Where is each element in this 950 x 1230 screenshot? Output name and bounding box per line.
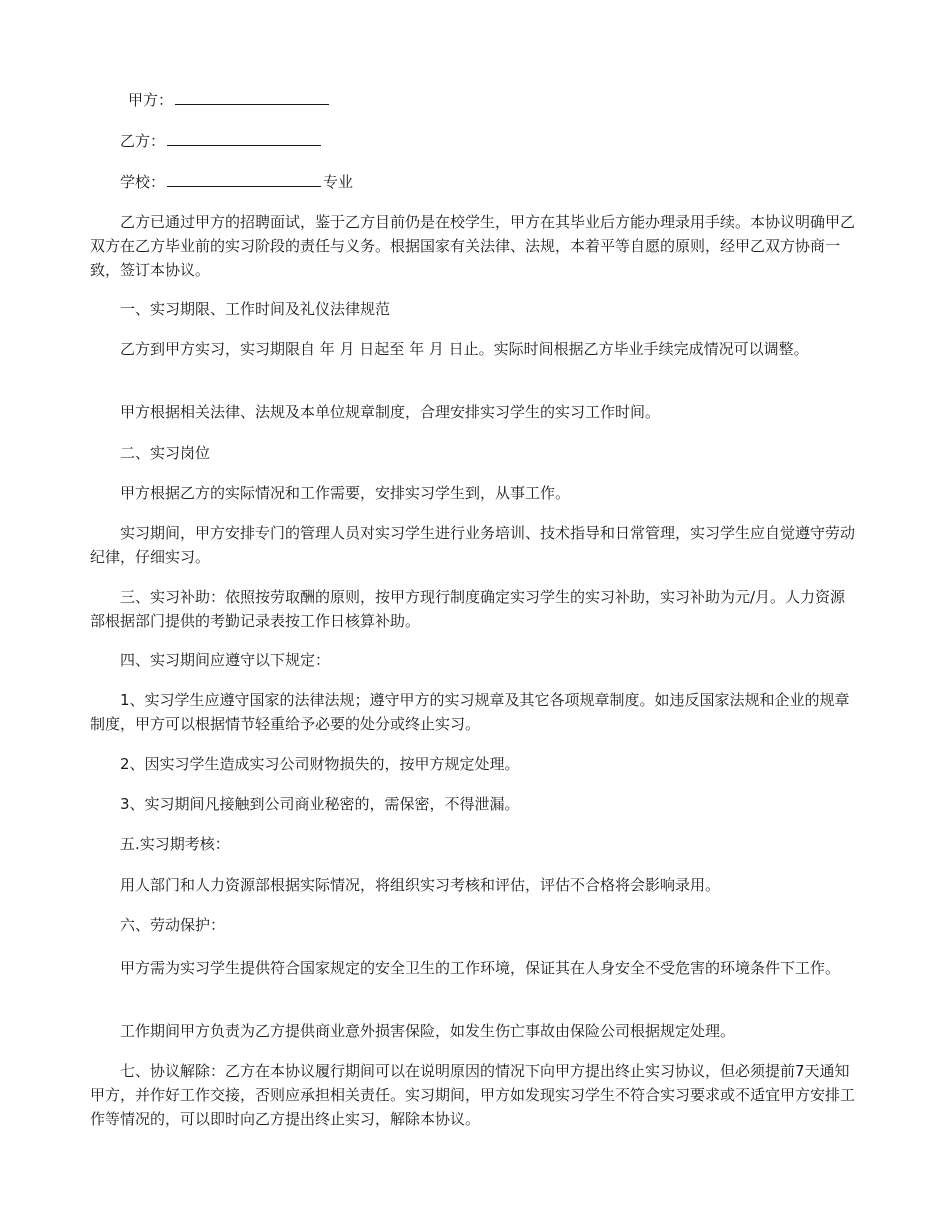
internship-period-paragraph: 乙方到甲方实习，实习期限自 年 月 日起至 年 月 日止。实际时间根据乙方毕业手续完成情况可以调整。 xyxy=(120,340,809,358)
section-5-heading: 五.实习期考核： xyxy=(120,835,230,853)
school-blank-line xyxy=(167,170,321,187)
section-6-heading: 六、劳动保护： xyxy=(120,916,226,934)
position-paragraph: 甲方根据乙方的实际情况和工作需要，安排实习学生到，从事工作。 xyxy=(120,484,571,502)
party-b-blank-line xyxy=(167,129,321,146)
party-a-field xyxy=(128,88,331,112)
major-suffix: 专业 xyxy=(323,173,354,191)
school-field xyxy=(120,170,353,194)
work-time-paragraph: 甲方根据相关法律、法规及本单位规章制度，合理安排实习学生的实习工作时间。 xyxy=(120,403,661,421)
intro-paragraph: 乙方已通过甲方的招聘面试，鉴于乙方目前仍是在校学生，甲方在其毕业后方能办理录用手续。本协议明确甲乙双方在乙方毕业前的实习阶段的责任与义务。根据国家有关法律、法规，本着平等自愿的原则，经甲乙双方协商一致，签订本协议。 xyxy=(90,213,856,279)
rule-1-paragraph: 1、实习学生应遵守国家的法律法规；遵守甲方的实习规章及其它各项规章制度。如违反国家法规和企业的规章制度，甲方可以根据情节轻重给予必要的处分或终止实习。 xyxy=(90,691,850,733)
management-paragraph: 实习期间，甲方安排专门的管理人员对实习学生进行业务培训、技术指导和日常管理，实习学生应自觉遵守劳动纪律，仔细实习。 xyxy=(90,524,856,566)
section-4-heading: 四、实习期间应遵守以下规定： xyxy=(120,651,331,669)
school-label: 学校： xyxy=(120,173,166,191)
insurance-paragraph: 工作期间甲方负责为乙方提供商业意外损害保险，如发生伤亡事故由保险公司根据规定处理。 xyxy=(120,1022,736,1040)
rule-3-paragraph: 3、实习期间凡接触到公司商业秘密的，需保密，不得泄漏。 xyxy=(120,795,520,813)
party-b-label: 乙方： xyxy=(120,132,166,150)
section-7-termination-paragraph: 七、协议解除：乙方在本协议履行期间可以在说明原因的情况下向甲方提出终止实习协议，但必须提前7天通知甲方，并作好工作交接，否则应承担相关责任。实习期间，甲方如发现实习学生不符合实习要求或不适宜甲方安排工作等情况的，可以即时向乙方提出终止实习，解除本协议。 xyxy=(90,1062,856,1128)
party-a-blank-line xyxy=(175,88,329,105)
assessment-paragraph: 用人部门和人力资源部根据实际情况，将组织实习考核和评估，评估不合格将会影响录用。 xyxy=(120,876,721,894)
section-1-heading: 一、实习期限、工作时间及礼仪法律规范 xyxy=(120,300,391,318)
rule-2-paragraph: 2、因实习学生造成实习公司财物损失的，按甲方规定处理。 xyxy=(120,755,520,773)
party-b-field xyxy=(120,129,323,153)
section-2-heading: 二、实习岗位 xyxy=(120,444,211,462)
party-a-label: 甲方： xyxy=(128,91,174,109)
section-3-allowance-paragraph: 三、实习补助：依照按劳取酬的原则，按甲方现行制度确定实习学生的实习补助，实习补助为元/月。人力资源部根据部门提供的考勤记录表按工作日核算补助。 xyxy=(90,588,846,630)
safety-paragraph: 甲方需为实习学生提供符合国家规定的安全卫生的工作环境，保证其在人身安全不受危害的环境条件下工作。 xyxy=(120,959,841,977)
